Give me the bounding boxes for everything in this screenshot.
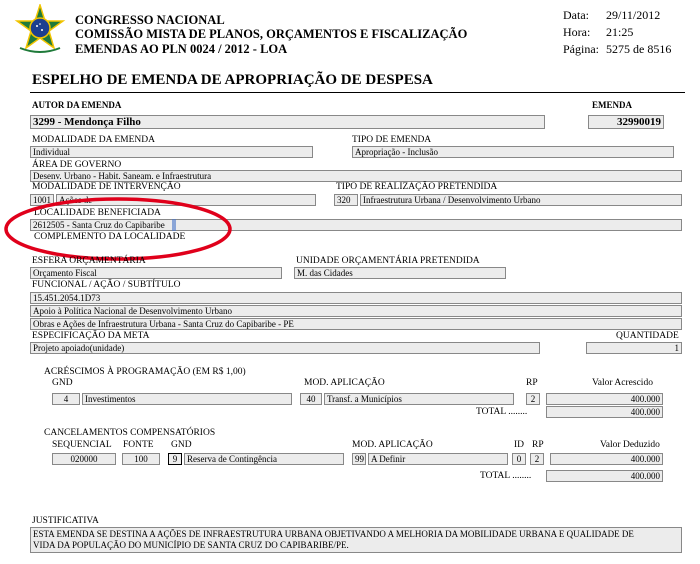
acrescimos-total-label: TOTAL ........ <box>476 407 528 417</box>
funcional-label: FUNCIONAL / AÇÃO / SUBTÍTULO <box>32 280 181 290</box>
unidade-label: UNIDADE ORÇAMENTÁRIA PRETENDIDA <box>296 256 480 266</box>
funcional-line1: Apoio à Política Nacional de Desenvolvimento Urbano <box>30 305 682 317</box>
cancelamentos-mod-name: A Definir <box>368 453 508 465</box>
justificativa-box <box>30 527 682 553</box>
acrescimos-col-rp: RP <box>526 378 538 388</box>
meta-label: ESPECIFICAÇÃO DA META <box>32 331 150 341</box>
header-line2: COMISSÃO MISTA DE PLANOS, ORÇAMENTOS E FISCALIZAÇÃO <box>75 27 468 41</box>
cancelamentos-col-gnd: GND <box>171 440 192 450</box>
intervencao-code: 1001 <box>30 194 54 206</box>
cancelamentos-total-label: TOTAL ........ <box>480 471 532 481</box>
esfera-label: ESFERA ORÇAMENTÁRIA <box>32 256 146 266</box>
acrescimos-mod-name: Transf. a Municípios <box>324 393 514 405</box>
time-label: Hora: <box>563 25 591 39</box>
date-value: 29/11/2012 <box>606 8 661 22</box>
brasao-seal-icon <box>14 4 66 54</box>
acrescimos-col-valor: Valor Acrescido <box>592 378 653 388</box>
esfera-field: Orçamento Fiscal <box>30 267 282 279</box>
title-divider <box>30 92 685 93</box>
localidade-label: LOCALIDADE BENEFICIADA <box>34 208 161 218</box>
quantidade-field: 1 <box>586 342 682 354</box>
intervencao-field: Ações de <box>56 194 316 206</box>
date-label: Data: <box>563 8 589 22</box>
acrescimos-col-gnd: GND <box>52 378 73 388</box>
acrescimos-col-mod: MOD. APLICAÇÃO <box>304 378 385 388</box>
tipo-label: TIPO DE EMENDA <box>352 135 432 145</box>
page-value: 5275 de 8516 <box>606 42 672 56</box>
amendment-label: EMENDA <box>592 100 632 110</box>
intervencao-label: MODALIDADE DE INTERVENÇÃO <box>32 182 181 192</box>
cancelamentos-col-valor: Valor Deduzido <box>600 440 660 450</box>
area-label: ÁREA DE GOVERNO <box>32 160 122 170</box>
author-field: 3299 - Mendonça Filho <box>30 115 545 129</box>
funcional-code: 15.451.2054.1D73 <box>30 292 682 304</box>
cancelamentos-mod-code: 99 <box>352 453 366 465</box>
cancelamentos-col-rp: RP <box>532 440 544 450</box>
meta-field: Projeto apoiado(unidade) <box>30 342 540 354</box>
header-line3: EMENDAS AO PLN 0024 / 2012 - LOA <box>75 42 288 56</box>
modalidade-field: Individual <box>30 146 313 158</box>
cancelamentos-col-seq: SEQUENCIAL <box>52 440 112 450</box>
acrescimos-total-value: 400.000 <box>546 406 663 418</box>
amendment-field: 32990019 <box>588 115 664 129</box>
acrescimos-gnd-code: 4 <box>52 393 80 405</box>
cancelamentos-col-id: ID <box>514 440 525 450</box>
header-line1: CONGRESSO NACIONAL <box>75 13 225 27</box>
unidade-field: M. das Cidades <box>294 267 506 279</box>
funcional-line2: Obras e Ações de Infraestrutura Urbana - Santa Cruz do Capibaribe - PE <box>30 318 682 330</box>
complemento-label: COMPLEMENTO DA LOCALIDADE <box>34 232 186 242</box>
localidade-field: 2612505 - Santa Cruz do Capibaribe <box>30 219 682 231</box>
cancelamentos-valor: 400.000 <box>550 453 663 465</box>
acrescimos-title: ACRÉSCIMOS À PROGRAMAÇÃO (EM R$ 1,00) <box>44 367 246 377</box>
justificativa-line2: VIDA DA POPULAÇÃO DO MUNICÍPIO DE SANTA CRUZ DO CAPIBARIBE/PE. <box>33 540 349 550</box>
time-value: 21:25 <box>606 25 634 39</box>
acrescimos-rp: 2 <box>526 393 540 405</box>
cancelamentos-col-mod: MOD. APLICAÇÃO <box>352 440 433 450</box>
cancelamentos-col-fonte: FONTE <box>123 440 154 450</box>
realizacao-field: Infraestrutura Urbana / Desenvolvimento Urbano <box>360 194 682 206</box>
page-title: ESPELHO DE EMENDA DE APROPRIAÇÃO DE DESPESA <box>32 72 433 88</box>
highlight-ellipse <box>2 194 234 264</box>
author-label: AUTOR DA EMENDA <box>32 100 122 110</box>
cancelamentos-seq: 020000 <box>52 453 116 465</box>
cancelamentos-title: CANCELAMENTOS COMPENSATÓRIOS <box>44 428 216 438</box>
cancelamentos-gnd-name: Reserva de Contingência <box>184 453 344 465</box>
justificativa-line1: ESTA EMENDA SE DESTINA A AÇÕES DE INFRAESTRUTURA URBANA OBJETIVANDO A MELHORIA DA MOBILIDADE URBANA E QUALIDADE DE <box>33 529 634 539</box>
realizacao-code: 320 <box>334 194 358 206</box>
quantidade-label: QUANTIDADE <box>616 331 679 341</box>
cancelamentos-rp: 2 <box>530 453 544 465</box>
cancelamentos-id: 0 <box>512 453 526 465</box>
cancelamentos-fonte: 100 <box>122 453 160 465</box>
justificativa-label: JUSTIFICATIVA <box>32 516 99 526</box>
tipo-field: Apropriação - Inclusão <box>352 146 674 158</box>
acrescimos-valor: 400.000 <box>546 393 663 405</box>
acrescimos-gnd-name: Investimentos <box>82 393 292 405</box>
acrescimos-mod-code: 40 <box>300 393 322 405</box>
area-field: Desenv. Urbano - Habit. Saneam. e Infraestrutura <box>30 170 682 182</box>
page-label: Página: <box>563 42 599 56</box>
cancelamentos-gnd-code: 9 <box>168 453 182 465</box>
cancelamentos-total-value: 400.000 <box>546 470 663 482</box>
modalidade-label: MODALIDADE DA EMENDA <box>32 135 155 145</box>
realizacao-label: TIPO DE REALIZAÇÃO PRETENDIDA <box>336 182 498 192</box>
